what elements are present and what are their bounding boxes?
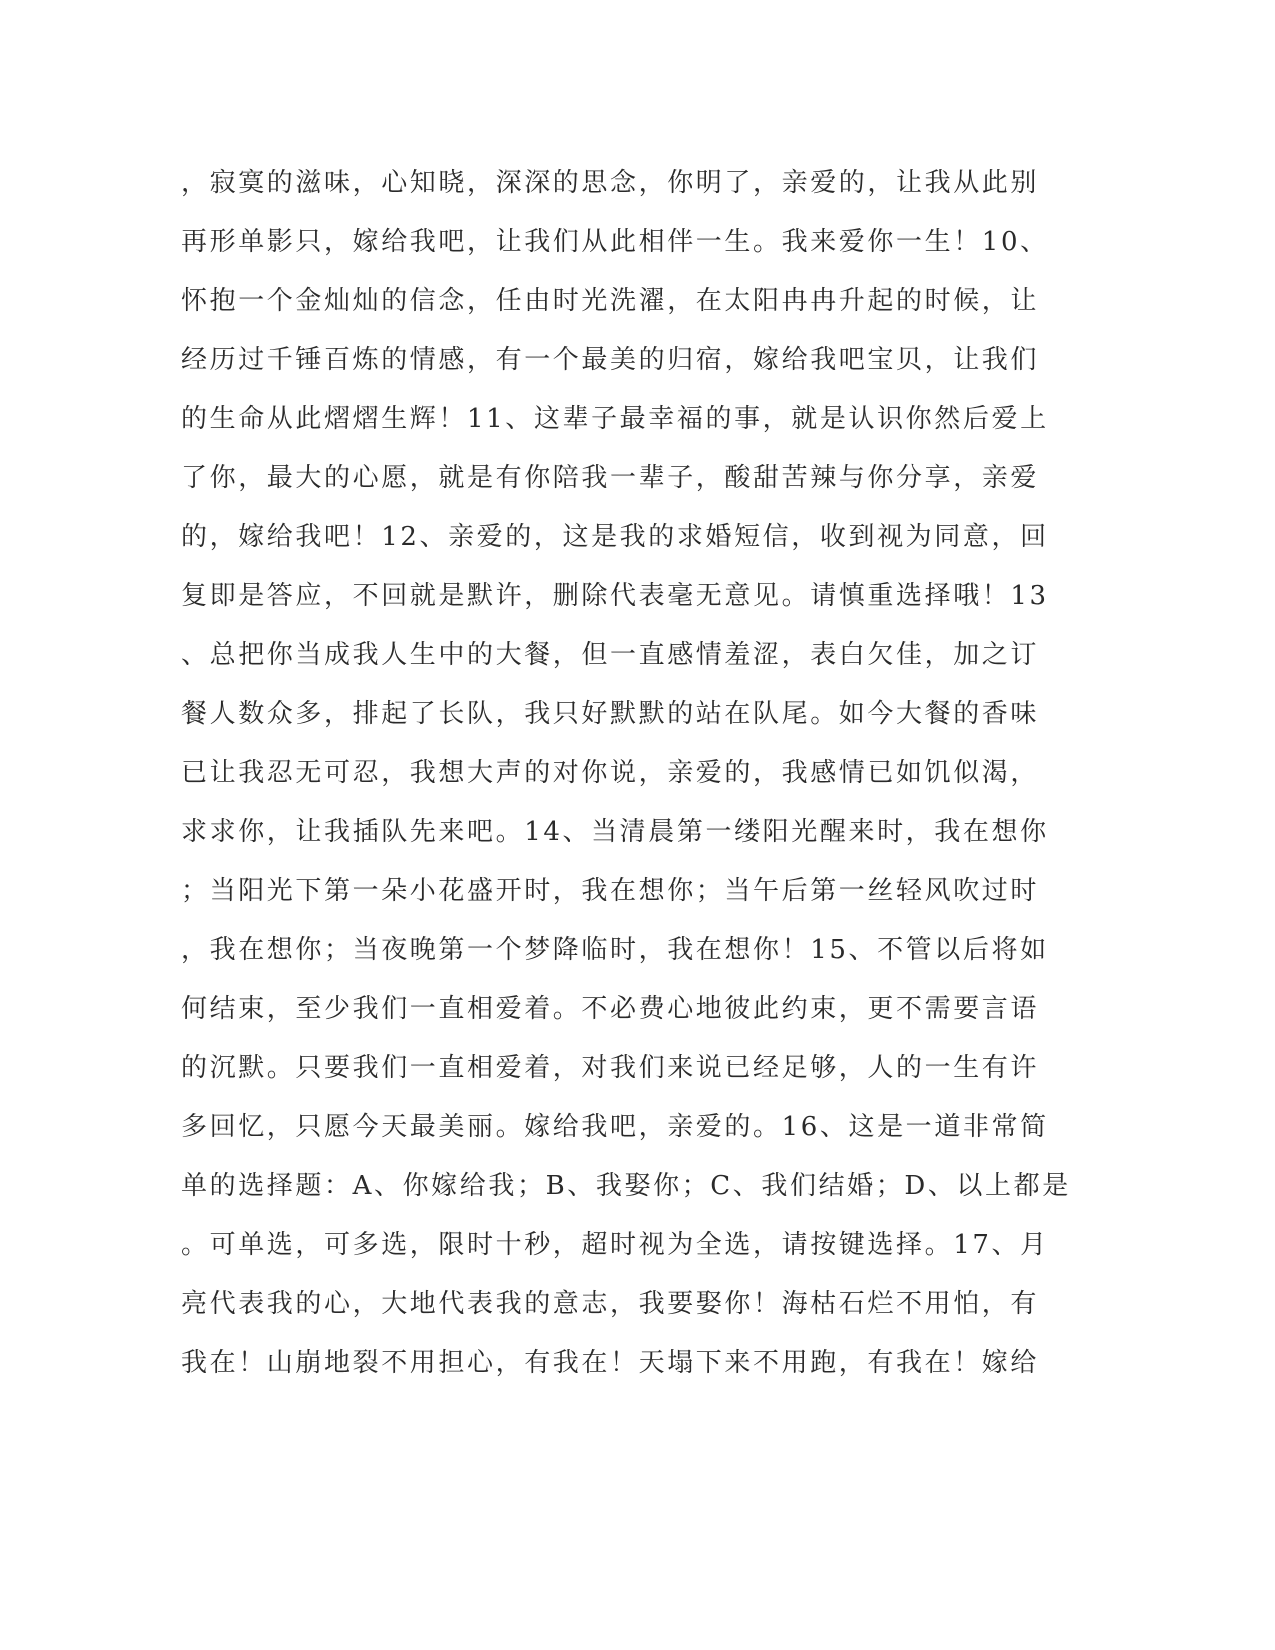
body-text <box>181 158 1071 1397</box>
text-line: 单的选择题：A、你嫁给我；B、我娶你；C、我们结婚；D、以上都是 <box>181 1171 1071 1201</box>
text-line: 何结束，至少我们一直相爱着。不必费心地彼此约束，更不需要言语 <box>181 994 1040 1024</box>
text-line: 、总把你当成我人生中的大餐，但一直感情羞涩，表白欠佳，加之订 <box>181 640 1040 670</box>
text-line: 已让我忍无可忍，我想大声的对你说，亲爱的，我感情已如饥似渴， <box>181 758 1040 788</box>
text-line: 的生命从此熠熠生辉！11、这辈子最幸福的事，就是认识你然后爱上 <box>181 404 1049 434</box>
text-line: 求求你，让我插队先来吧。14、当清晨第一缕阳光醒来时，我在想你 <box>181 817 1049 847</box>
text-line: 经历过千锤百炼的情感，有一个最美的归宿，嫁给我吧宝贝，让我们 <box>181 345 1040 375</box>
text-line: 我在！山崩地裂不用担心，有我在！天塌下来不用跑，有我在！嫁给 <box>181 1348 1040 1378</box>
text-line: 。可单选，可多选，限时十秒，超时视为全选，请按键选择。17、月 <box>181 1230 1049 1260</box>
text-line: 了你，最大的心愿，就是有你陪我一辈子，酸甜苦辣与你分享，亲爱 <box>181 463 1040 493</box>
text-line: 的，嫁给我吧！12、亲爱的，这是我的求婚短信，收到视为同意，回 <box>181 522 1049 552</box>
text-line: ，我在想你；当夜晚第一个梦降临时，我在想你！15、不管以后将如 <box>181 935 1049 965</box>
text-line: ，寂寞的滋味，心知晓，深深的思念，你明了，亲爱的，让我从此别 <box>181 168 1040 198</box>
text-line: 再形单影只，嫁给我吧，让我们从此相伴一生。我来爱你一生！10、 <box>181 227 1049 257</box>
text-line: ；当阳光下第一朵小花盛开时，我在想你；当午后第一丝轻风吹过时 <box>181 876 1040 906</box>
text-line: 亮代表我的心，大地代表我的意志，我要娶你！海枯石烂不用怕，有 <box>181 1289 1040 1319</box>
text-line: 怀抱一个金灿灿的信念，任由时光洗濯，在太阳冉冉升起的时候，让 <box>181 286 1040 316</box>
text-line: 的沉默。只要我们一直相爱着，对我们来说已经足够，人的一生有许 <box>181 1053 1040 1083</box>
text-line: 多回忆，只愿今天最美丽。嫁给我吧，亲爱的。16、这是一道非常简 <box>181 1112 1049 1142</box>
text-line: 餐人数众多，排起了长队，我只好默默的站在队尾。如今大餐的香味 <box>181 699 1040 729</box>
text-line: 复即是答应，不回就是默许，删除代表毫无意见。请慎重选择哦！13 <box>181 581 1049 611</box>
